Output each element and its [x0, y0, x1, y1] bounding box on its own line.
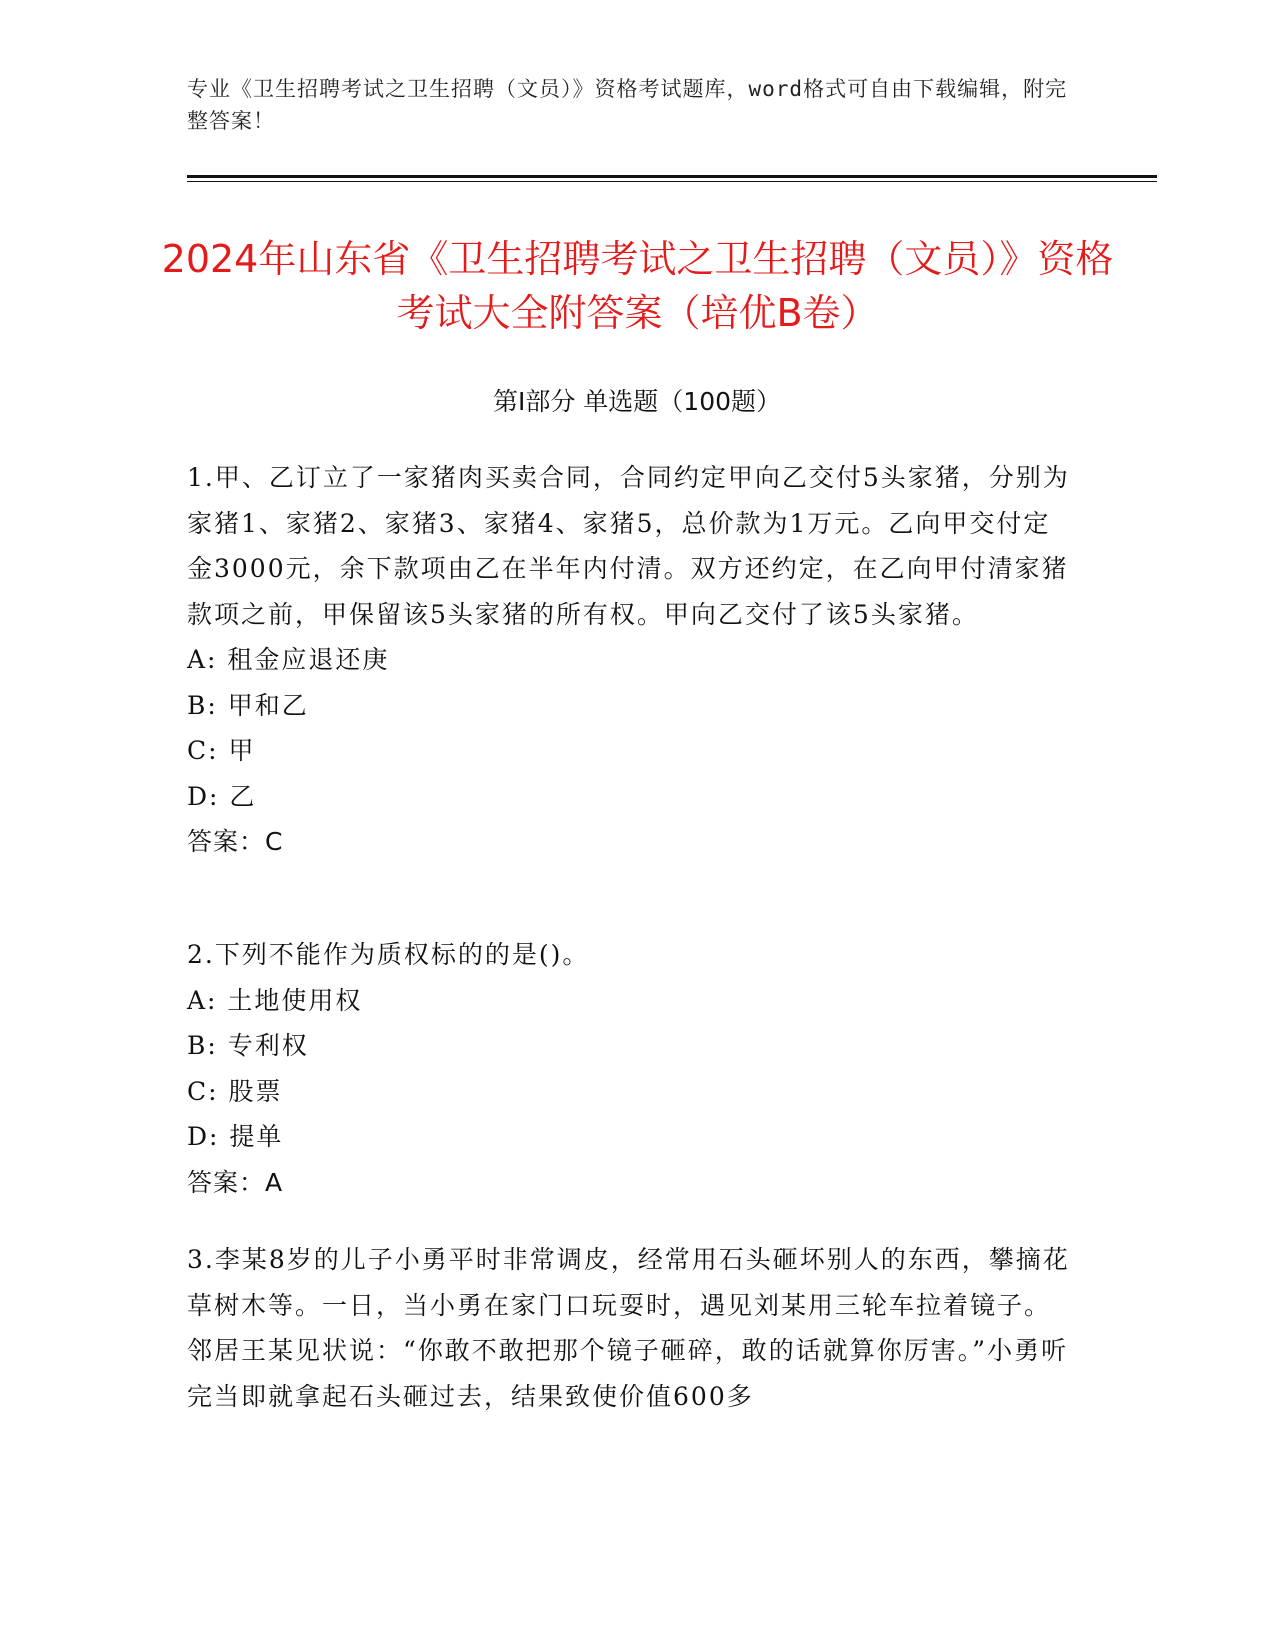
- option-c: C: 股票: [187, 1076, 283, 1106]
- question-1: [187, 455, 1077, 865]
- header-note: 专业《卫生招聘考试之卫生招聘（文员）》资格考试题库，word格式可自由下载编辑，附完整答案！: [187, 77, 1068, 133]
- option-d: D: 乙: [187, 781, 257, 811]
- question-2: [187, 932, 1077, 1205]
- answer: 答案：C: [187, 827, 284, 856]
- question-stem: 3.李某8岁的儿子小勇平时非常调皮，经常用石头砸坏别人的东西，攀摘花草树木等。一日，当小勇在家门口玩耍时，遇见刘某用三轮车拉着镜子。邻居王某见状说：“你敢不敢把那个镜子砸碎，敢的话就算你厉害。”小勇听完当即就拿起石头砸过去，结果致使价值600多: [187, 1245, 1070, 1411]
- question-stem: 1.甲、乙订立了一家猪肉买卖合同，合同约定甲向乙交付5头家猪，分别为家猪1、家猪2、家猪3、家猪4、家猪5，总价款为1万元。乙向甲交付定金3000元，余下款项由乙在半年内付清。双方还约定，在乙向甲付清家猪款项之前，甲保留该5头家猪的所有权。甲向乙交付了该5头家猪。: [187, 463, 1070, 629]
- option-b: B: 专利权: [187, 1031, 309, 1060]
- option-d: D: 提单: [187, 1122, 284, 1151]
- header-divider-thin: [187, 181, 1157, 182]
- question-3: [187, 1237, 1077, 1419]
- option-a: A: 租金应退还庚: [187, 645, 390, 674]
- option-b: B: 甲和乙: [187, 690, 309, 720]
- question-stem: 2.下列不能作为质权标的的是()。: [187, 940, 590, 969]
- section-title: 第Ⅰ部分 单选题（100题）: [492, 387, 782, 416]
- document-title: 2024年山东省《卫生招聘考试之卫生招聘（文员）》资格考试大全附答案（培优B卷）: [161, 237, 1114, 335]
- option-c: C: 甲: [187, 736, 256, 765]
- option-a: A: 土地使用权: [187, 985, 363, 1015]
- header-divider: [187, 175, 1157, 178]
- answer: 答案：A: [187, 1167, 284, 1197]
